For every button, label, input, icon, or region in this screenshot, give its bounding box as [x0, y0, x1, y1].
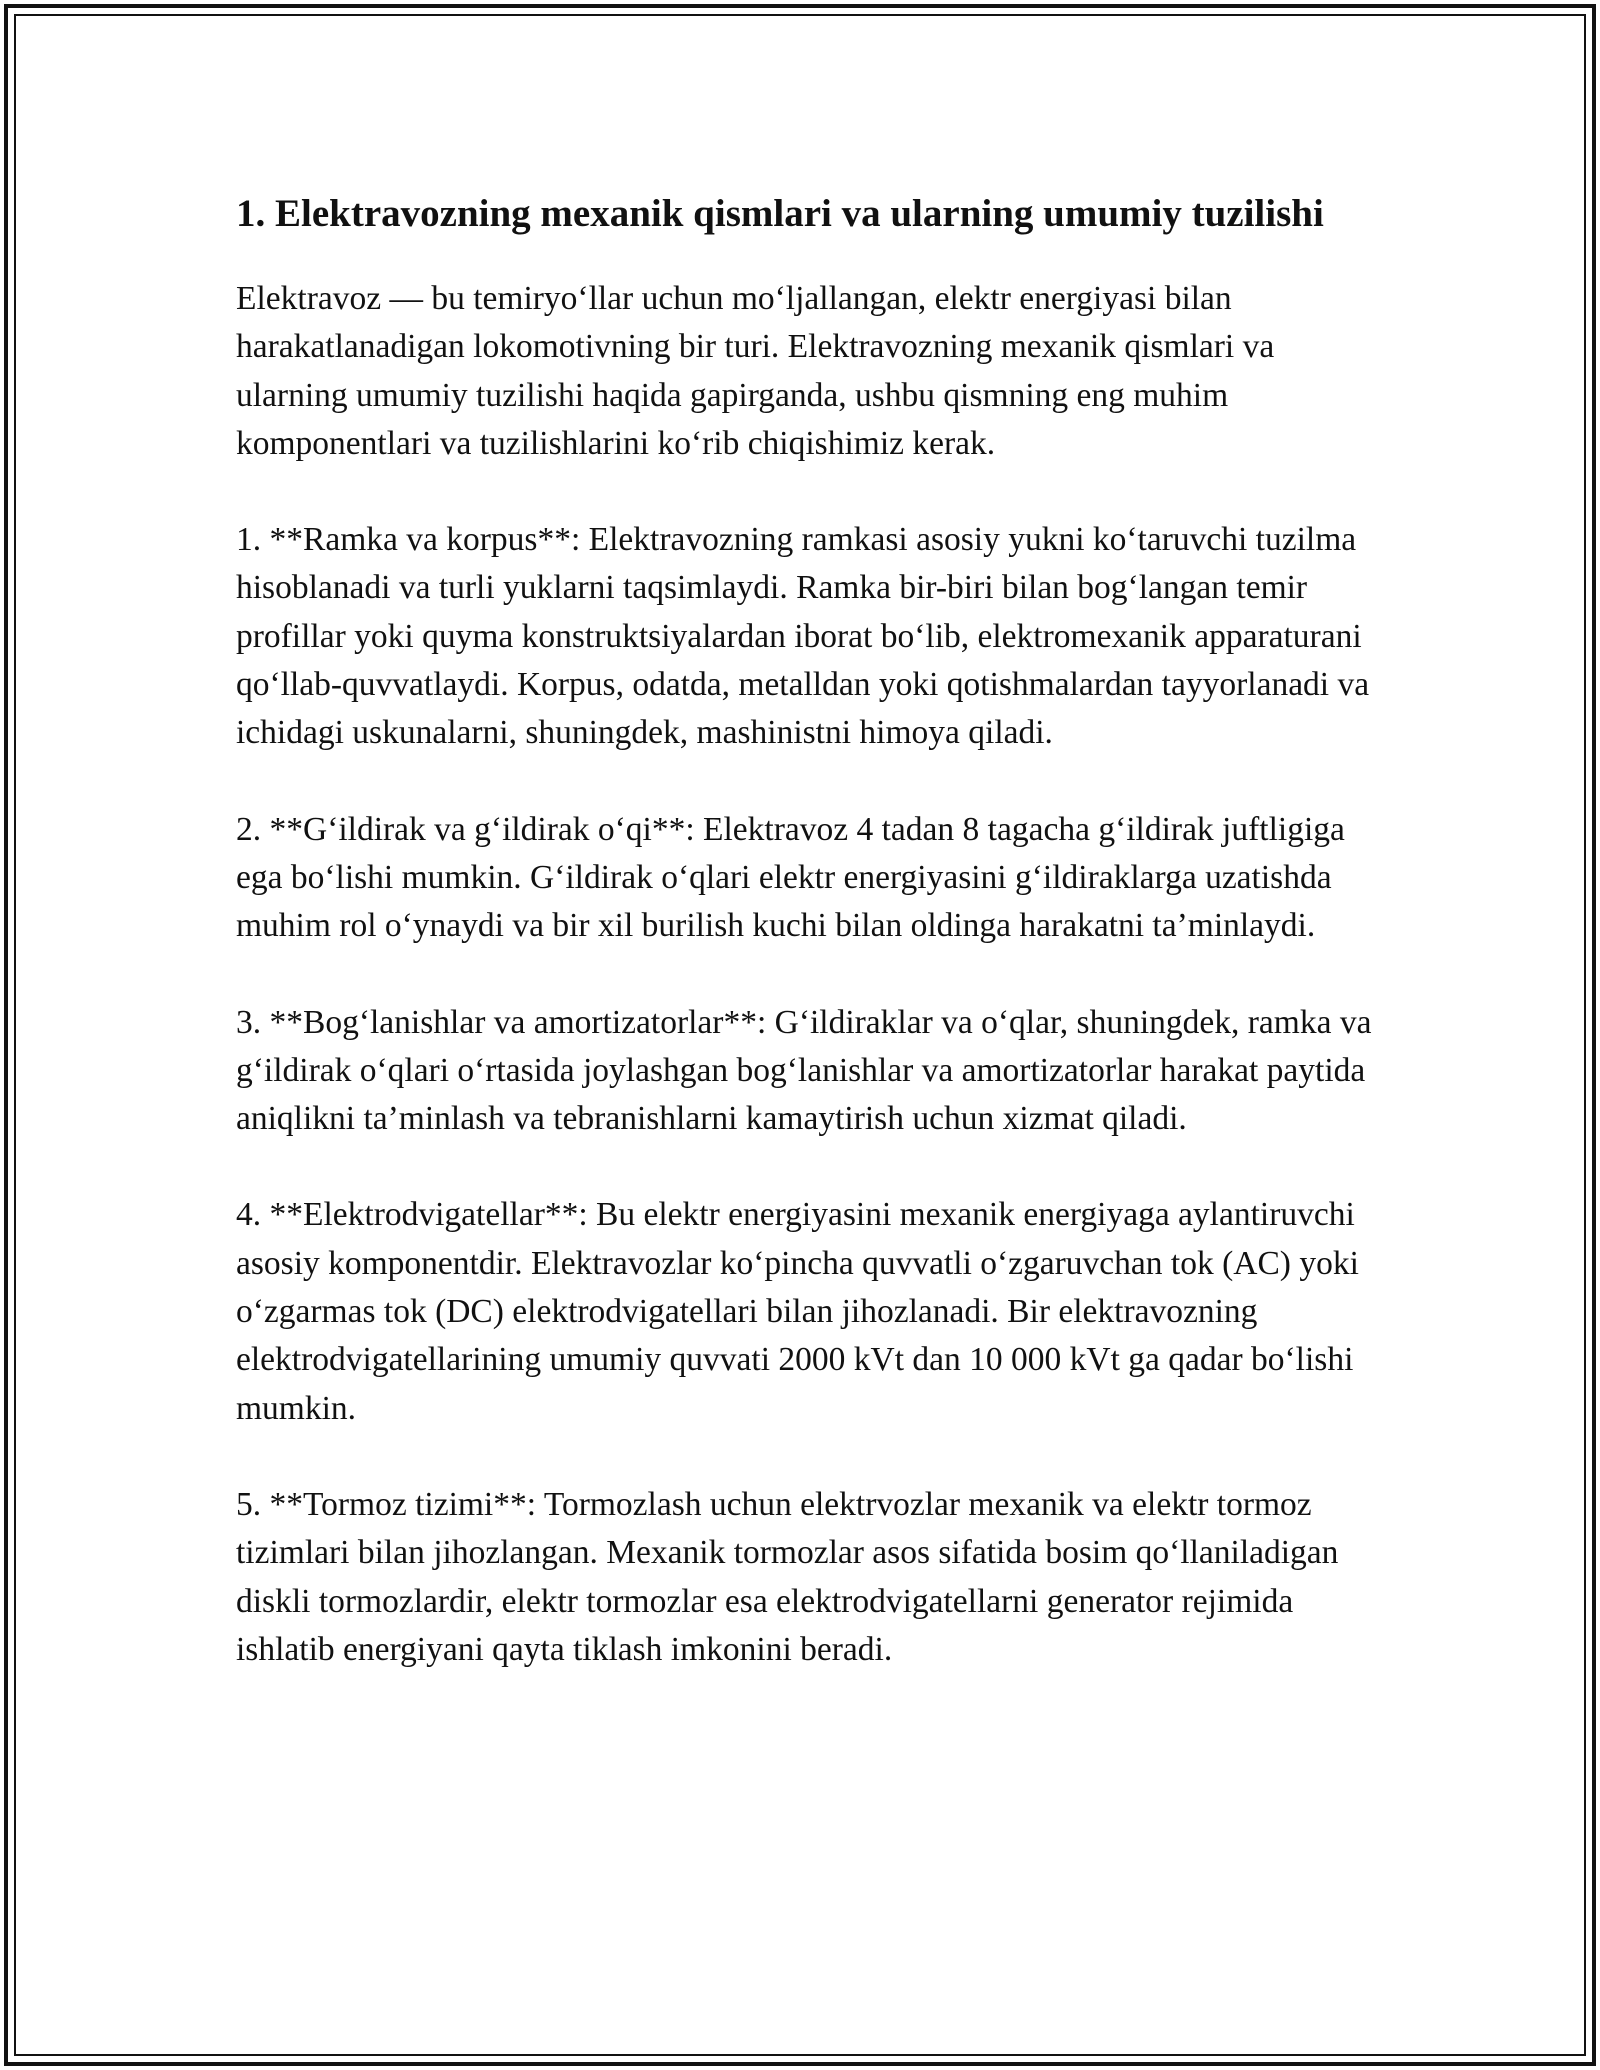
- intro-paragraph: Elektravoz — bu temiryo‘llar uchun mo‘ljallangan, elektr energiyasi bilan harakatlanadigan lokomotivning bir turi. Elektravozning mexanik qismlari va ularning umumiy tuzilishi haqida gapirganda, ushbu qismning eng muhim komponentlari va tuzilishlarini ko‘rib chiqishimiz kerak.: [236, 280, 1275, 462]
- paragraph-boglanishlar: 3. **Bog‘lanishlar va amortizatorlar**: G‘ildiraklar va o‘qlar, shuningdek, ramka va g‘ildirak o‘qlari o‘rtasida joylashgan bog‘lanishlar va amortizatorlar harakat paytida aniqlikni ta’minlash va tebranishlarni kamaytirish uchun xizmat qiladi.: [236, 1003, 1372, 1138]
- document-body: [236, 186, 1376, 1722]
- paragraph-gildirak: 2. **G‘ildirak va g‘ildirak o‘qi**: Elektravoz 4 tadan 8 tagacha g‘ildirak juftligiga ega bo‘lishi mumkin. G‘ildirak o‘qlari elektr energiyasini g‘ildiraklarga uzatishda muhim rol o‘ynaydi va bir xil burilish kuchi bilan oldinga harakatni ta’minlaydi.: [236, 810, 1345, 945]
- paragraph-elektrodvigatellar: 4. **Elektrodvigatellar**: Bu elektr energiyasini mexanik energiyaga aylantiruvchi asosiy komponentdir. Elektravozlar ko‘pincha quvvatli o‘zgaruvchan tok (AC) yoki o‘zgarmas tok (DC) elektrodvigatellari bilan jihozlanadi. Bir elektravozning elektrodvigatellarining umumiy quvvati 2000 kVt dan 10 000 kVt ga qadar bo‘lishi mumkin.: [236, 1196, 1359, 1427]
- paragraph-tormoz-tizimi: 5. **Tormoz tizimi**: Tormozlash uchun elektrvozlar mexanik va elektr tormoz tizimlari bilan jihozlangan. Mexanik tormozlar asos sifatida bosim qo‘llaniladigan diskli tormozlardir, elektr tormozlar esa elektrodvigatellarni generator rejimida ishlatib energiyani qayta tiklash imkonini beradi.: [236, 1485, 1339, 1668]
- paragraph-ramka-korpus: 1. **Ramka va korpus**: Elektravozning ramkasi asosiy yukni ko‘taruvchi tuzilma hisoblanadi va turli yuklarni taqsimlaydi. Ramka bir-biri bilan bog‘langan temir profillar yoki quyma konstruktsiyalardan iborat bo‘lib, elektromexanik apparaturani qo‘llab-quvvatlaydi. Korpus, odatda, metalldan yoki qotishmalardan tayyorlanadi va ichidagi uskunalarni, shuningdek, mashinistni himoya qiladi.: [236, 521, 1370, 752]
- document-title: 1. Elektravozning mexanik qismlari va ularning umumiy tuzilishi: [236, 192, 1324, 235]
